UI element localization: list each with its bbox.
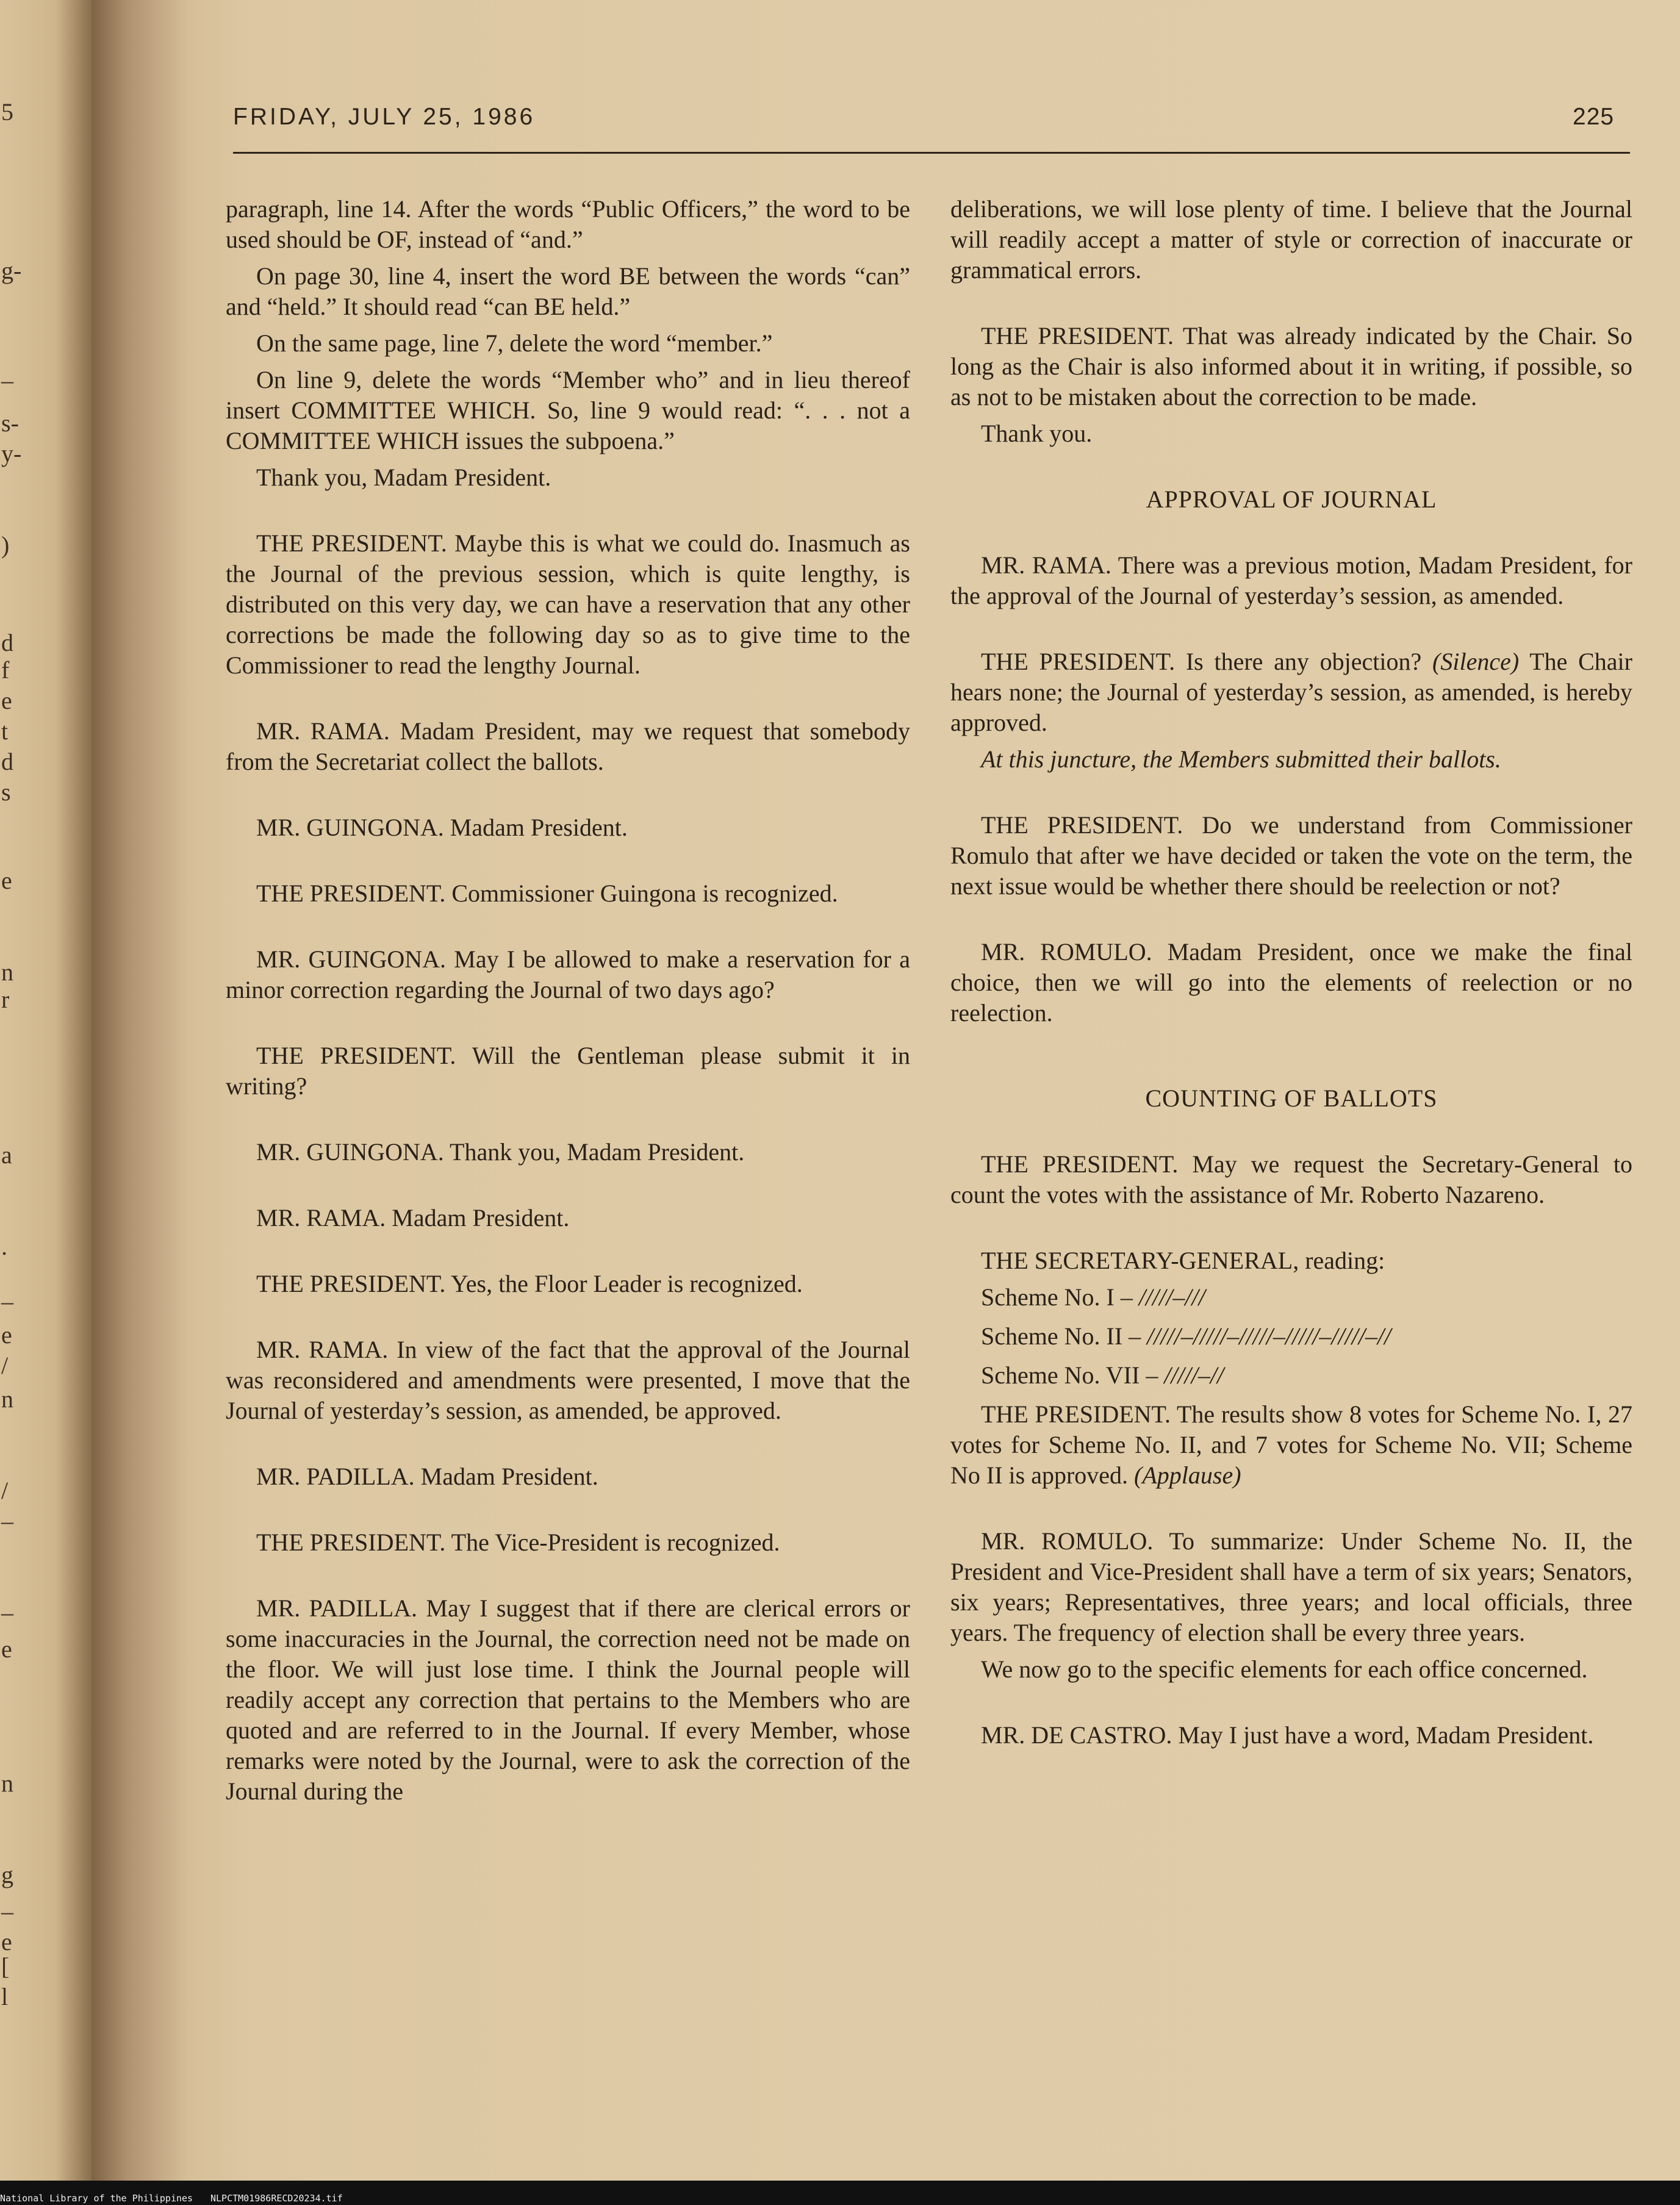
paragraph: MR. PADILLA. Madam President.	[256, 1463, 598, 1490]
margin-mark: –	[1, 367, 13, 394]
paragraph: THE PRESIDENT. Do we understand from Commissioner Romulo that after we have decided or taken the vote on the term, the next issue would be whether there should be reelection or not?	[950, 811, 1632, 900]
margin-mark: g	[1, 1861, 13, 1888]
paragraph: MR. ROMULO. To summarize: Under Scheme No. II, the President and Vice-President shall have a term of six years; Senators, six years; Representatives, three years; and local officials, three years. The frequency of election shall be every three years.	[950, 1527, 1632, 1646]
scheme-tally	[950, 1321, 1632, 1352]
paragraph	[950, 1399, 1632, 1491]
margin-mark: e	[1, 687, 12, 714]
paragraph: MR. RAMA. Madam President, may we request that somebody from the Secretariat collect the ballots.	[226, 717, 910, 775]
paragraph: On page 30, line 4, insert the word BE between the words “can” and “held.” It should read “can BE held.”	[226, 262, 910, 320]
margin-mark: r	[1, 986, 10, 1013]
paragraph: paragraph, line 14. After the words “Public Officers,” the word to be used should be OF, instead of “and.”	[226, 195, 910, 253]
margin-mark: g-	[1, 257, 22, 284]
paragraph: MR. DE CASTRO. May I just have a word, Madam President.	[981, 1721, 1594, 1749]
margin-mark: e	[1, 867, 12, 894]
paragraph: THE PRESIDENT. That was already indicated by the Chair. So long as the Chair is also informed about it in writing, if possible, so as not to be mistaken about the correction to be made.	[950, 322, 1632, 411]
paragraph: On the same page, line 7, delete the word “member.”	[256, 329, 773, 357]
scheme-label: Scheme No. II –	[981, 1322, 1141, 1350]
scheme-label: Scheme No. I –	[981, 1283, 1133, 1311]
section-heading: COUNTING OF BALLOTS	[1145, 1085, 1438, 1112]
margin-mark: s-	[1, 409, 19, 437]
margin-mark: e	[1, 1635, 12, 1663]
margin-mark: d	[1, 748, 13, 775]
paragraph: THE PRESIDENT. Commissioner Guingona is recognized.	[256, 880, 838, 907]
paragraph: THE PRESIDENT. The Vice-President is recognized.	[256, 1529, 780, 1556]
header-rule	[233, 152, 1630, 154]
margin-mark: –	[1, 1599, 13, 1626]
paragraph: MR. GUINGONA. Thank you, Madam President.	[256, 1138, 745, 1166]
paragraph: MR. RAMA. Madam President.	[256, 1204, 570, 1232]
stage-direction: (Silence)	[1432, 648, 1520, 675]
paragraph: THE PRESIDENT. Yes, the Floor Leader is recognized.	[256, 1270, 803, 1297]
footer-filename: NLPCTM01986RECD20234.tif	[210, 2193, 343, 2204]
stage-direction: At this juncture, the Members submitted their ballots.	[981, 745, 1501, 773]
previous-page-edge	[0, 0, 92, 2181]
margin-mark: n	[1, 1769, 13, 1797]
page-number: 225	[1573, 104, 1615, 130]
left-column	[226, 194, 910, 1813]
margin-mark: n	[1, 958, 13, 986]
margin-mark: s	[1, 778, 11, 806]
paragraph: MR. PADILLA. May I suggest that if there are clerical errors or some inaccuracies in the Journal, the correction need not be made on the floor. We will just lose time. I think the Journal people will readily accept any correction that pertains to the Members who are quoted and are referred to in the Journal. If every Member, whose remarks were noted by the Journal, were to ask the correction of the Journal during the	[226, 1594, 910, 1805]
paragraph: MR. GUINGONA. Madam President.	[256, 814, 628, 841]
margin-mark: n	[1, 1385, 13, 1413]
scan-footer-bar	[0, 2181, 1680, 2205]
paragraph: deliberations, we will lose plenty of time. I believe that the Journal will readily accept a matter of style or correction of inaccurate or grammatical errors.	[950, 195, 1632, 284]
paragraph: THE PRESIDENT. Maybe this is what we could do. Inasmuch as the Journal of the previous session, which is quite lengthy, is distributed on this very day, we can have a reservation that any other corrections be made the following day so as to give time to the Commissioner to read the lengthy Journal.	[226, 529, 910, 679]
scheme-tally	[950, 1360, 1632, 1391]
margin-mark: l	[1, 1983, 9, 2010]
right-column	[950, 194, 1632, 1757]
margin-mark: –	[1, 1288, 13, 1315]
section-heading: APPROVAL OF JOURNAL	[1146, 486, 1437, 513]
paragraph: MR. ROMULO. Madam President, once we make the final choice, then we will go into the elements of reelection or no reelection.	[950, 938, 1632, 1027]
footer-library: National Library of the Philippines	[0, 2193, 193, 2204]
margin-mark: [	[1, 1952, 10, 1980]
tally-marks: /////–/////–/////–/////–/////–//	[1147, 1322, 1391, 1350]
paragraph: We now go to the specific elements for each office concerned.	[981, 1655, 1588, 1683]
speech-text: THE PRESIDENT. Is there any objection?	[981, 648, 1422, 675]
margin-mark: y-	[1, 440, 22, 467]
scheme-label: Scheme No. VII –	[981, 1361, 1158, 1389]
margin-mark: )	[1, 531, 10, 559]
margin-mark: a	[1, 1141, 12, 1169]
margin-mark: .	[1, 1233, 7, 1260]
margin-mark: –	[1, 1898, 13, 1925]
paragraph: THE PRESIDENT. Will the Gentleman please submit it in writing?	[226, 1042, 910, 1100]
paragraph: THE SECRETARY-GENERAL, reading:	[981, 1247, 1385, 1274]
margin-mark: /	[1, 1477, 9, 1504]
margin-mark: d	[1, 629, 13, 656]
paragraph: MR. GUINGONA. May I be allowed to make a reservation for a minor correction regarding the Journal of two days ago?	[226, 945, 910, 1003]
paragraph	[950, 647, 1632, 738]
margin-mark: t	[1, 717, 9, 745]
paragraph: Thank you.	[981, 420, 1093, 447]
speech-text: The Chair hears none; the Journal of yesterday’s session, as amended, is hereby approved.	[950, 648, 1632, 736]
paragraph: THE PRESIDENT. May we request the Secretary-General to count the votes with the assistance of Mr. Roberto Nazareno.	[950, 1150, 1632, 1208]
scheme-tally	[950, 1282, 1632, 1313]
tally-marks: /////–///	[1138, 1283, 1205, 1311]
paragraph: MR. RAMA. There was a previous motion, Madam President, for the approval of the Journal of yesterday’s session, as amended.	[950, 551, 1632, 609]
margin-mark: e	[1, 1928, 12, 1956]
stage-direction: (Applause)	[1134, 1461, 1241, 1489]
tally-marks: /////–//	[1164, 1361, 1224, 1389]
margin-mark: f	[1, 656, 10, 684]
page-header-date: FRIDAY, JULY 25, 1986	[233, 104, 536, 130]
margin-mark: 5	[1, 98, 13, 126]
margin-mark: e	[1, 1321, 12, 1349]
paragraph: MR. RAMA. In view of the fact that the approval of the Journal was reconsidered and amendments were presented, I move that the Journal of yesterday’s session, as amended, be approved.	[226, 1336, 910, 1424]
paragraph: On line 9, delete the words “Member who” and in lieu thereof insert COMMITTEE WHICH. So, line 9 would read: “. . . not a COMMITTEE WHICH issues the subpoena.”	[226, 366, 910, 454]
margin-mark: –	[1, 1507, 13, 1535]
margin-mark: /	[1, 1352, 9, 1379]
speech-text: THE PRESIDENT. The results show 8 votes for Scheme No. I, 27 votes for Scheme No. II, and 7 votes for Scheme No. VII; Scheme No II is approved.	[950, 1400, 1632, 1489]
paragraph: Thank you, Madam President.	[256, 464, 551, 491]
